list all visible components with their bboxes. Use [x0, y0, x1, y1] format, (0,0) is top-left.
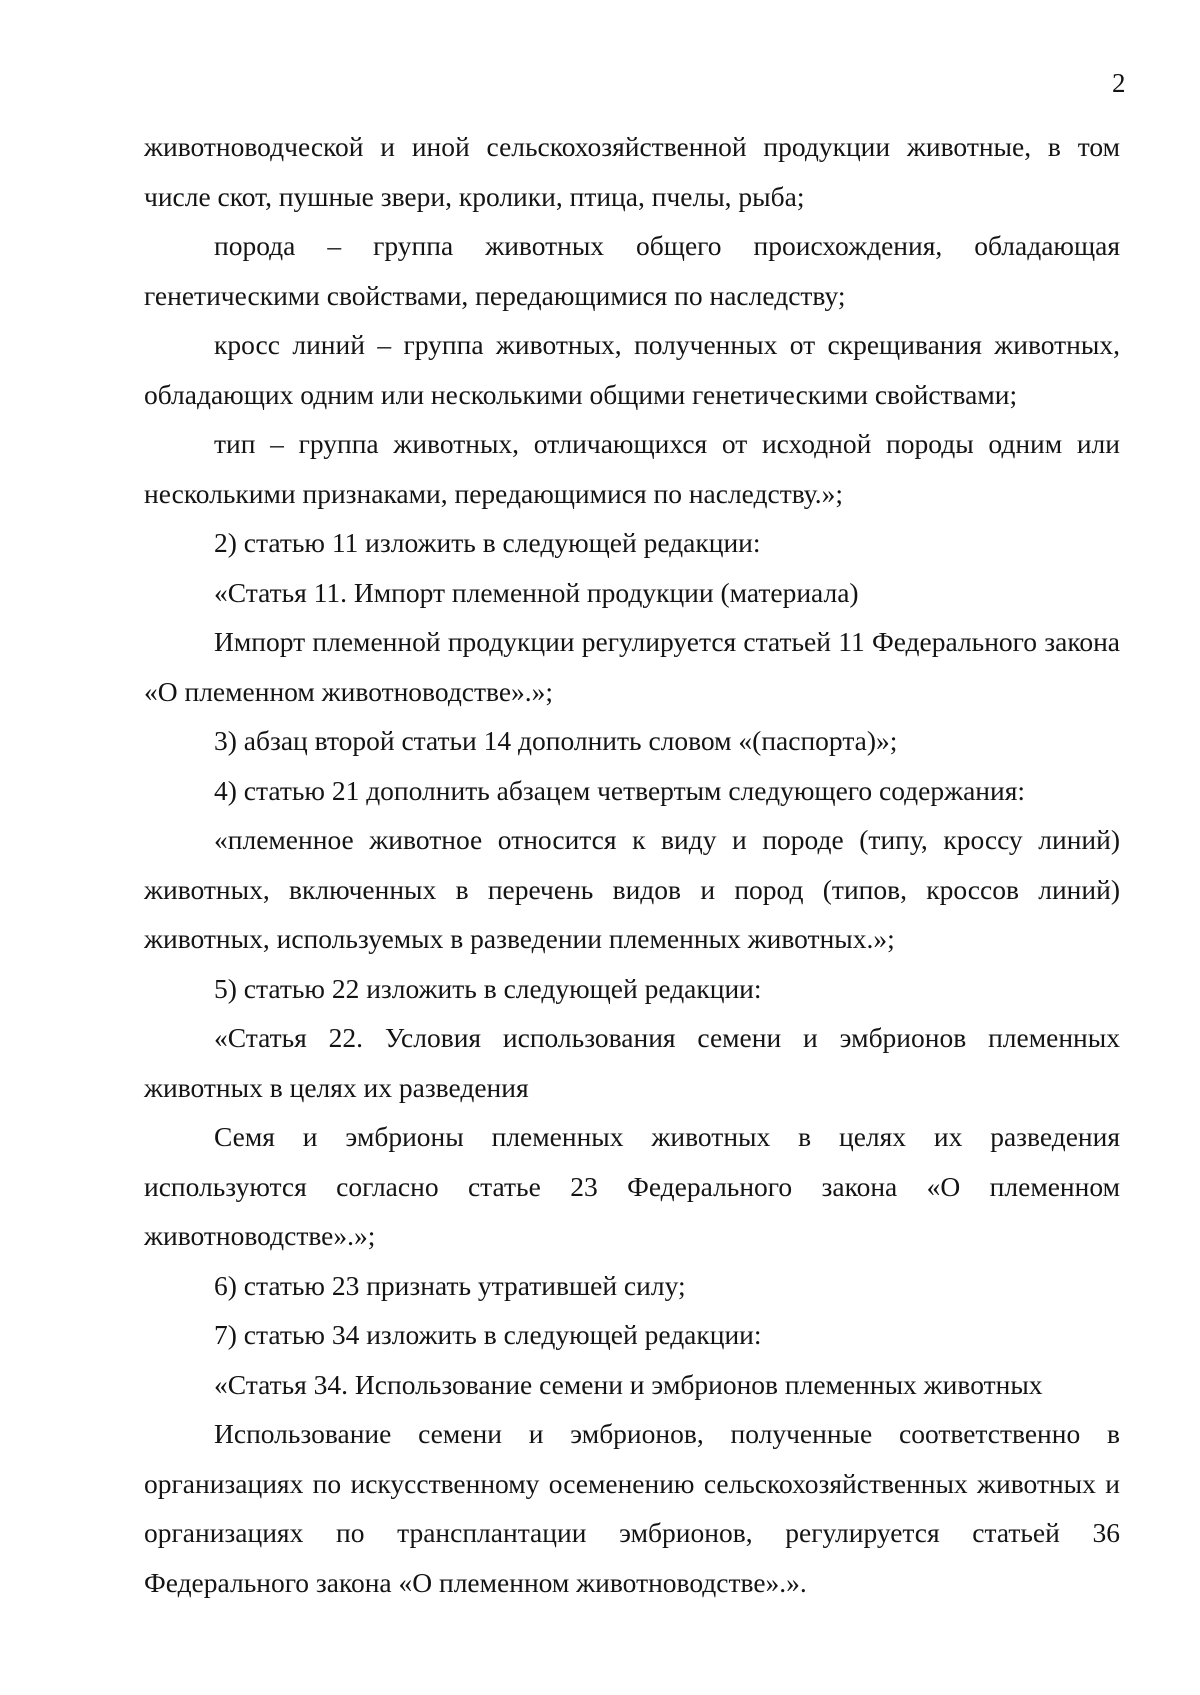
- paragraph-article-11-title: «Статья 11. Импорт племенной продукции (материала): [214, 576, 859, 608]
- paragraph-item-7: 7) статью 34 изложить в следующей редакции:: [214, 1319, 762, 1350]
- paragraph-article-34-title: «Статья 34. Использование семени и эмбрионов племенных животных: [214, 1368, 1043, 1400]
- document-body: [144, 122, 1120, 1607]
- paragraph-item-5: 5) статью 22 изложить в следующей редакции:: [214, 972, 762, 1004]
- paragraph-article-22-text: Семя и эмбрионы племенных животных в целях их разведения используются согласно статье 23 Федерального закона «О племенном животноводстве».»;: [144, 1121, 1120, 1251]
- paragraph-item-3: 3) абзац второй статьи 14 дополнить словом «(паспорта)»;: [214, 725, 898, 756]
- page-number: 2: [1112, 68, 1126, 98]
- paragraph-article-34-text: Использование семени и эмбрионов, полученные соответственно в организациях по искусственному осеменению сельскохозяйственных животных и организациях по трансплантации эмбрионов, регулируется статьей 36 Федерального закона «О племенном животноводстве».».: [144, 1418, 1120, 1598]
- paragraph-item-6: 6) статью 23 признать утратившей силу;: [214, 1269, 686, 1301]
- paragraph-item-4: 4) статью 21 дополнить абзацем четвертым следующего содержания:: [214, 774, 1026, 806]
- paragraph-item-2: 2) статью 11 изложить в следующей редакции:: [214, 527, 761, 558]
- paragraph-definition-breed: порода – группа животных общего происхождения, обладающая генетическими свойствами, передающимися по наследству;: [144, 230, 1120, 311]
- paragraph-article-21-addition: «племенное животное относится к виду и породе (типу, кроссу линий) животных, включенных в перечень видов и пород (типов, кроссов линий) животных, используемых в разведении племенных животных.»;: [144, 824, 1120, 954]
- paragraph-definition-type: тип – группа животных, отличающихся от исходной породы одним или несколькими признаками, передающимися по наследству.»;: [144, 428, 1120, 509]
- paragraph-definition-cross: кросс линий – группа животных, полученных от скрещивания животных, обладающих одним или несколькими общими генетическими свойствами;: [144, 329, 1120, 410]
- paragraph-article-22-title: «Статья 22. Условия использования семени и эмбрионов племенных животных в целях их разведения: [144, 1022, 1120, 1103]
- paragraph-definition-continuation: животноводческой и иной сельскохозяйственной продукции животные, в том числе скот, пушные звери, кролики, птица, пчелы, рыба;: [144, 131, 1120, 212]
- paragraph-article-11-text: Импорт племенной продукции регулируется статьей 11 Федерального закона «О племенном животноводстве».»;: [144, 626, 1120, 707]
